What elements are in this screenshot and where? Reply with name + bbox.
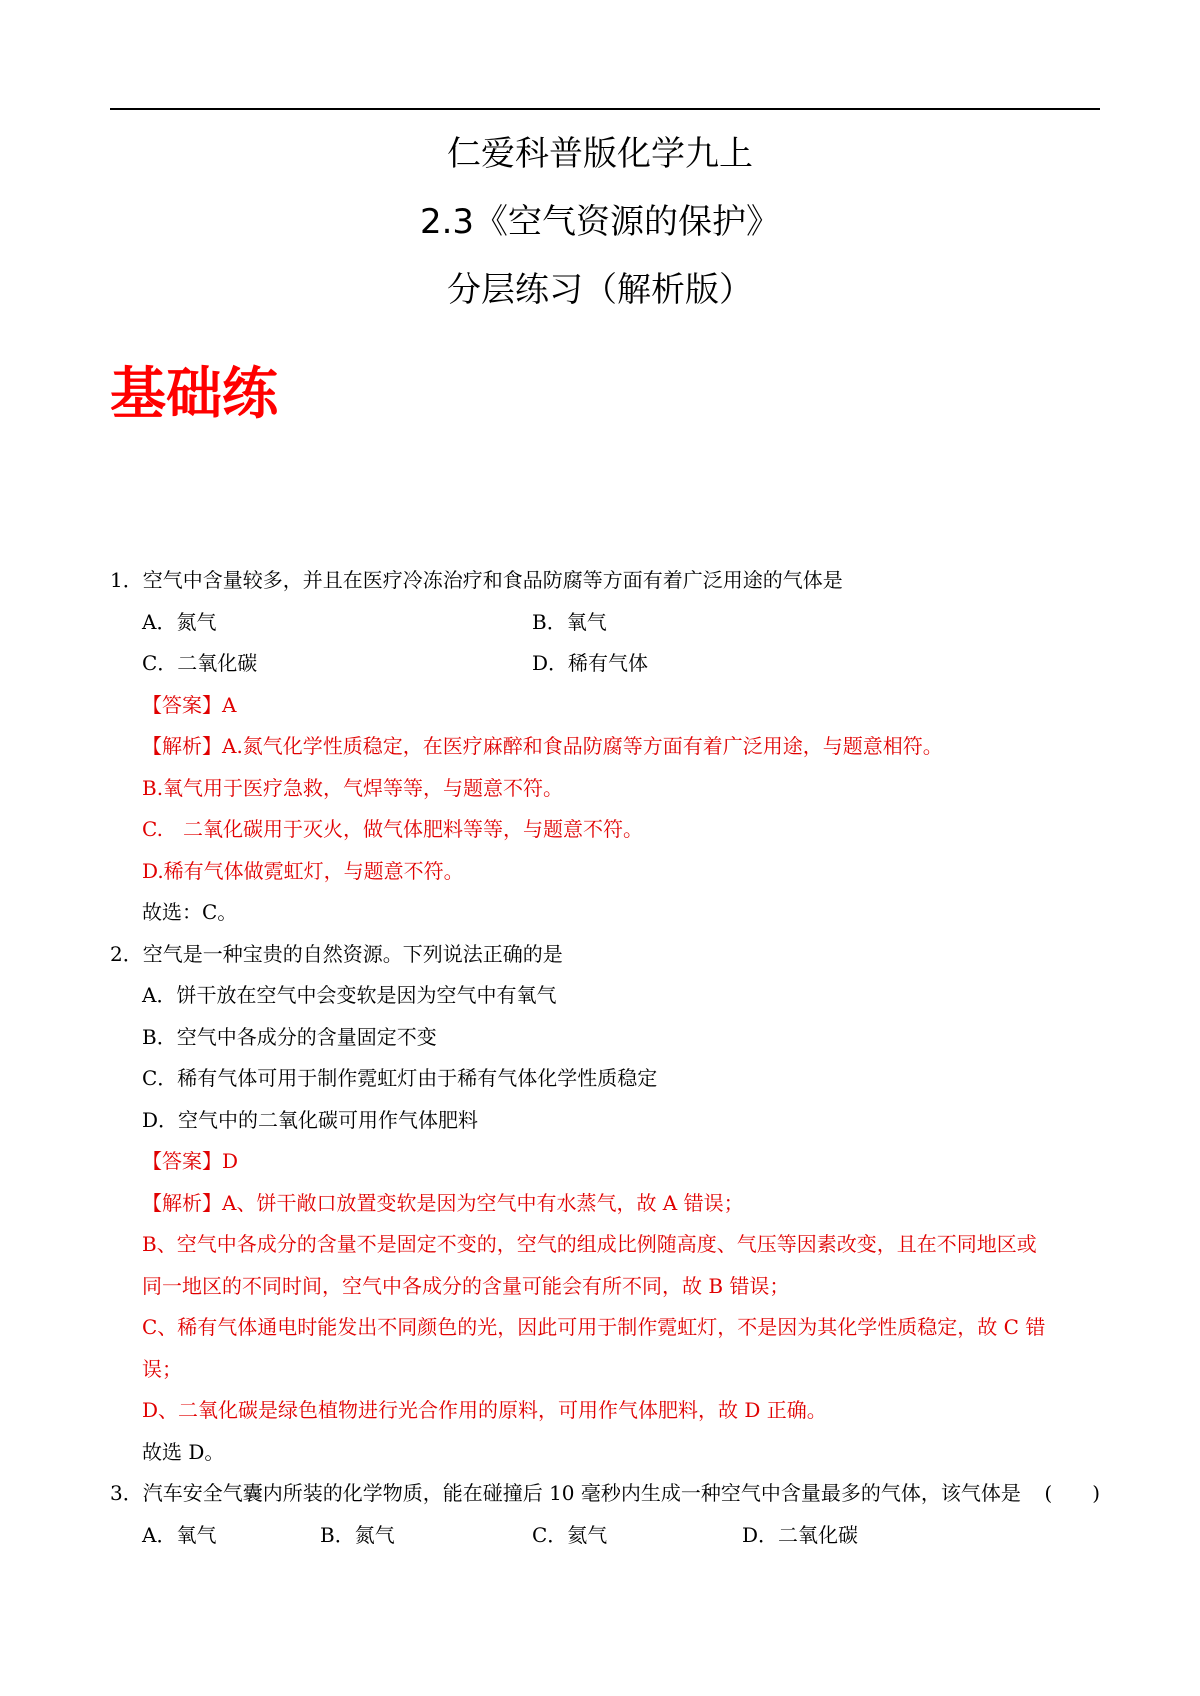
header-rule (110, 108, 1100, 110)
answer-line: 【答案】A (142, 692, 237, 717)
option-row (110, 602, 1100, 644)
analysis-line: B、空气中各成分的含量不是固定不变的，空气的组成比例随高度、气压等因素改变，且在不同地区或 (142, 1232, 1037, 1256)
option-d: D．稀有气体 (532, 651, 649, 675)
question-stem: 3．汽车安全气囊内所装的化学物质，能在碰撞后 10 毫秒内生成一种空气中含量最多的气体，该气体是 (110, 1481, 1021, 1505)
option-d: D．二氧化碳 (742, 1522, 859, 1547)
question-3 (110, 1473, 1100, 1556)
analysis-line: 【解析】A、饼干敞口放置变软是因为空气中有水蒸气，故 A 错误； (142, 1190, 744, 1215)
conclusion-line: 故选 D。 (142, 1439, 225, 1464)
option-a: A．氧气 (142, 1522, 217, 1547)
analysis-line: 【解析】A.氮气化学性质稳定，在医疗麻醉和食品防腐等方面有着广泛用途，与题意相符。 (142, 734, 943, 758)
analysis-line: B.氧气用于医疗急救，气焊等等，与题意不符。 (142, 775, 564, 800)
option-c: C．稀有气体可用于制作霓虹灯由于稀有气体化学性质稳定 (142, 1066, 658, 1090)
conclusion-line: 故选：C。 (142, 900, 238, 924)
option-a: A．氮气 (142, 609, 217, 634)
analysis-line: D、二氧化碳是绿色植物进行光合作用的原料，可用作气体肥料，故 D 正确。 (142, 1398, 827, 1422)
option-a: A．饼干放在空气中会变软是因为空气中有氧气 (142, 983, 557, 1007)
option-b: B．空气中各成分的含量固定不变 (142, 1024, 437, 1049)
analysis-line: D.稀有气体做霓虹灯，与题意不符。 (142, 858, 464, 883)
section-heading: 基础练 (110, 362, 278, 427)
analysis-line: C、稀有气体通电时能发出不同颜色的光，因此可用于制作霓虹灯，不是因为其化学性质稳定，故 C 错 (142, 1315, 1046, 1339)
option-b: B．氮气 (320, 1522, 395, 1547)
option-row (110, 643, 1100, 685)
question-1 (110, 560, 1100, 934)
question-stem: 2．空气是一种宝贵的自然资源。下列说法正确的是 (110, 941, 563, 966)
question-stem: 1．空气中含量较多，并且在医疗冷冻治疗和食品防腐等方面有着广泛用途的气体是 (110, 568, 843, 592)
option-d: D．空气中的二氧化碳可用作气体肥料 (142, 1107, 479, 1132)
doc-subtitle: 2.3《空气资源的保护》 (419, 202, 781, 242)
question-stem-row (110, 1473, 1100, 1515)
option-c: C．氦气 (532, 1522, 608, 1547)
doc-title: 仁爱科普版化学九上 (447, 134, 753, 174)
question-list (110, 560, 1100, 1556)
option-c: C．二氧化碳 (142, 651, 258, 675)
answer-blank: ( ) (1044, 1481, 1100, 1505)
doc-subtitle-2: 分层练习（解析版） (447, 270, 753, 310)
question-2 (110, 934, 1100, 1474)
analysis-line: 同一地区的不同时间，空气中各成分的含量可能会有所不同，故 B 错误； (142, 1273, 790, 1298)
option-b: B．氧气 (532, 609, 607, 634)
option-row (110, 1515, 1100, 1557)
analysis-line: 误； (142, 1356, 182, 1381)
analysis-line: C. 二氧化碳用于灭火，做气体肥料等等，与题意不符。 (142, 817, 643, 841)
answer-line: 【答案】D (142, 1149, 239, 1173)
